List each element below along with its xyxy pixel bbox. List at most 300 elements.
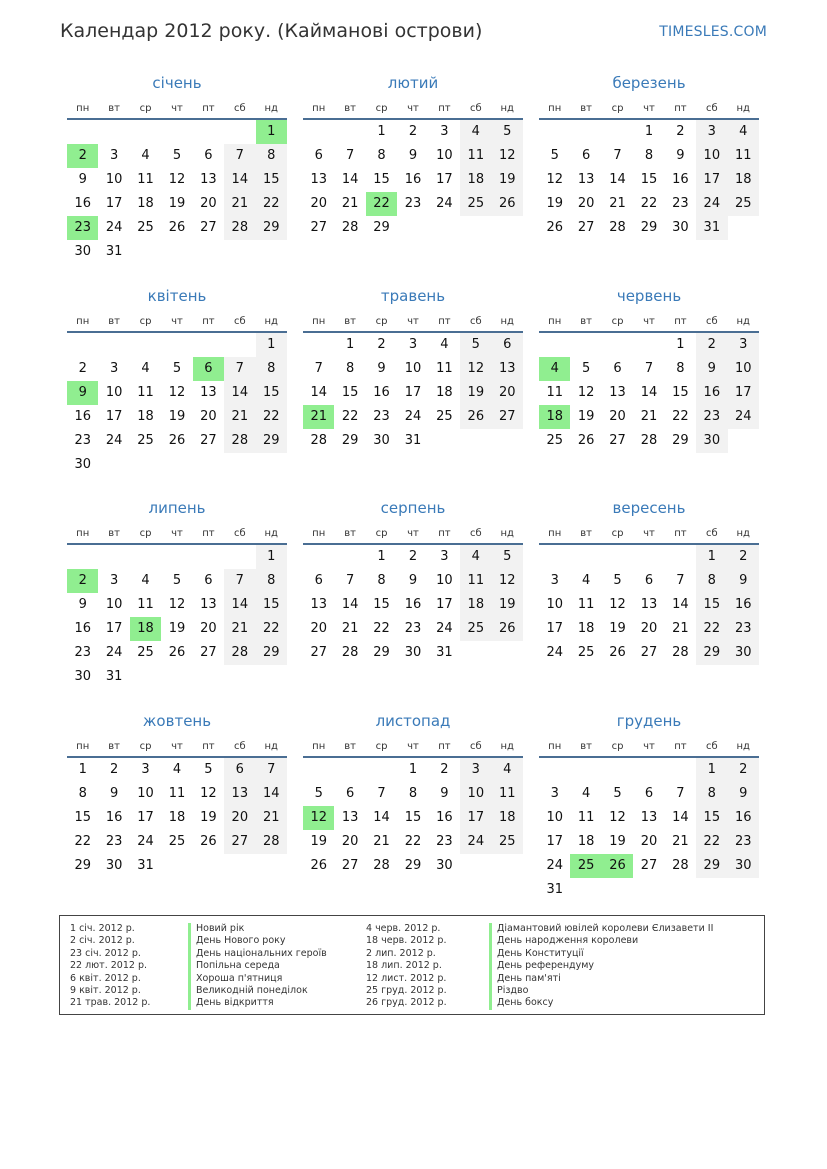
week-row xyxy=(303,617,523,641)
empty-cell xyxy=(193,120,224,144)
empty-cell xyxy=(224,333,255,357)
day-cell: 30 xyxy=(728,641,759,665)
day-cell: 1 xyxy=(377,124,386,139)
week-row xyxy=(303,333,523,357)
week-row xyxy=(303,758,523,782)
day-cell: 18 xyxy=(460,168,491,192)
empty-cell xyxy=(492,854,523,878)
day-cell: 31 xyxy=(546,882,563,897)
day-cell: 22 xyxy=(341,409,359,424)
week-row xyxy=(67,381,287,405)
day-cell: 1 xyxy=(256,120,287,144)
weekday-label: пн xyxy=(548,316,562,327)
day-cell: 2 xyxy=(676,124,685,139)
day-cell: 31 xyxy=(105,244,123,259)
day-cell: 9 xyxy=(67,381,98,405)
day-cell: 28 xyxy=(341,645,359,660)
day-cell: 4 xyxy=(440,337,449,352)
day-cell: 19 xyxy=(168,196,186,211)
weekday-label: ср xyxy=(611,316,624,327)
empty-cell xyxy=(366,758,397,782)
day-cell: 12 xyxy=(168,172,186,187)
empty-cell xyxy=(256,854,287,878)
day-cell: 23 xyxy=(105,834,123,849)
weekday-header xyxy=(67,100,287,120)
empty-cell xyxy=(397,216,428,240)
weekday-header xyxy=(539,100,759,120)
day-cell: 27 xyxy=(577,220,595,235)
day-cell: 8 xyxy=(256,569,287,593)
day-cell: 4 xyxy=(492,758,523,782)
day-cell: 18 xyxy=(539,405,570,429)
day-cell: 29 xyxy=(640,220,658,235)
empty-cell xyxy=(696,878,727,902)
day-cell: 27 xyxy=(200,433,217,448)
week-row xyxy=(539,405,759,429)
weekday-label: пн xyxy=(548,528,562,539)
day-cell: 28 xyxy=(256,830,287,854)
weekday-label: вт xyxy=(108,103,120,114)
empty-cell xyxy=(161,665,192,689)
day-cell: 17 xyxy=(546,621,563,636)
weekday-label: чт xyxy=(171,316,183,327)
legend-date: 18 лип. 2012 р. xyxy=(366,960,442,972)
day-cell: 29 xyxy=(404,858,422,873)
empty-cell xyxy=(570,878,601,902)
day-cell: 7 xyxy=(314,361,323,376)
empty-cell xyxy=(570,758,601,782)
day-cell: 2 xyxy=(440,762,449,777)
legend-names-1 xyxy=(188,923,327,1010)
weekday-label: чт xyxy=(407,741,419,752)
empty-cell xyxy=(161,854,192,878)
week-row xyxy=(303,806,523,830)
week-row xyxy=(303,593,523,617)
week-row xyxy=(303,216,523,240)
day-cell: 2 xyxy=(67,144,98,168)
day-cell: 23 xyxy=(696,405,727,429)
day-cell: 15 xyxy=(696,593,727,617)
day-cell: 25 xyxy=(436,409,453,424)
day-cell: 8 xyxy=(78,786,87,801)
empty-cell xyxy=(303,758,334,782)
month-name: травень xyxy=(380,287,446,305)
day-cell: 18 xyxy=(728,168,759,192)
day-cell: 5 xyxy=(613,786,622,801)
weekday-label: вт xyxy=(344,103,356,114)
weekday-label: сб xyxy=(233,103,246,114)
weekday-label: ср xyxy=(611,741,624,752)
weekday-header xyxy=(303,313,523,333)
day-cell: 30 xyxy=(105,858,123,873)
day-cell: 17 xyxy=(546,834,563,849)
day-cell: 9 xyxy=(377,361,386,376)
day-cell: 11 xyxy=(168,786,186,801)
weekday-label: вт xyxy=(344,316,356,327)
weekday-label: пн xyxy=(548,741,562,752)
day-cell: 23 xyxy=(436,834,453,849)
week-row xyxy=(303,381,523,405)
day-cell: 6 xyxy=(224,758,255,782)
weekday-label: пн xyxy=(312,528,326,539)
empty-cell xyxy=(256,665,287,689)
day-cell: 18 xyxy=(168,810,186,825)
day-cell: 2 xyxy=(408,124,418,139)
day-cell: 26 xyxy=(310,858,327,873)
legend-date: 26 груд. 2012 р. xyxy=(366,997,447,1009)
day-cell: 7 xyxy=(224,569,255,593)
day-cell: 11 xyxy=(577,597,595,612)
weekday-label: чт xyxy=(171,103,183,114)
day-cell: 6 xyxy=(314,573,323,588)
day-cell: 22 xyxy=(256,617,287,641)
day-cell: 26 xyxy=(168,645,186,660)
weekday-label: нд xyxy=(264,103,278,114)
week-row xyxy=(67,120,287,144)
day-cell: 15 xyxy=(640,172,658,187)
empty-cell xyxy=(728,878,759,902)
day-cell: 4 xyxy=(460,120,491,144)
day-cell: 2 xyxy=(408,549,418,564)
day-cell: 19 xyxy=(200,810,217,825)
legend-date: 4 черв. 2012 р. xyxy=(366,923,441,934)
week-row xyxy=(67,617,287,641)
month-name: листопад xyxy=(375,712,451,730)
day-cell: 13 xyxy=(200,385,217,400)
weekday-label: чт xyxy=(643,741,655,752)
day-cell: 1 xyxy=(78,762,87,777)
month-name: вересень xyxy=(612,499,686,517)
week-row xyxy=(67,854,287,878)
legend-date: 22 лют. 2012 р. xyxy=(70,960,147,972)
empty-cell xyxy=(665,545,696,569)
weekday-label: вт xyxy=(108,741,120,752)
weekday-label: чт xyxy=(407,316,419,327)
day-cell: 5 xyxy=(172,361,182,376)
empty-cell xyxy=(224,120,255,144)
day-cell: 18 xyxy=(577,834,595,849)
day-cell: 18 xyxy=(137,196,154,211)
empty-cell xyxy=(98,333,129,357)
weekday-header xyxy=(303,525,523,545)
day-cell: 26 xyxy=(577,433,595,448)
day-cell: 4 xyxy=(581,573,591,588)
day-cell: 17 xyxy=(696,168,727,192)
weekday-label: сб xyxy=(705,316,718,327)
day-cell: 13 xyxy=(640,810,658,825)
legend-date: 18 черв. 2012 р. xyxy=(366,935,447,947)
day-cell: 1 xyxy=(256,333,287,357)
day-cell: 24 xyxy=(546,858,563,873)
weekday-label: сб xyxy=(705,103,718,114)
weekday-label: ср xyxy=(139,528,152,539)
weekday-label: пт xyxy=(438,103,451,114)
week-row xyxy=(539,782,759,806)
week-row xyxy=(539,878,759,902)
empty-cell xyxy=(539,545,570,569)
legend-holiday-name: День боксу xyxy=(489,997,713,1009)
day-cell: 29 xyxy=(672,433,689,448)
day-cell: 28 xyxy=(341,220,359,235)
weekday-label: пн xyxy=(548,103,562,114)
empty-cell xyxy=(130,333,161,357)
weekday-label: нд xyxy=(736,103,750,114)
day-cell: 10 xyxy=(105,385,123,400)
empty-cell xyxy=(161,240,192,264)
day-cell: 2 xyxy=(109,762,119,777)
day-cell: 9 xyxy=(78,172,87,187)
day-cell: 6 xyxy=(644,573,654,588)
day-cell: 28 xyxy=(224,216,255,240)
week-row xyxy=(539,168,759,192)
weekday-label: ср xyxy=(139,741,152,752)
empty-cell xyxy=(161,120,192,144)
week-row xyxy=(67,641,287,665)
day-cell: 21 xyxy=(373,834,390,849)
weekday-label: пн xyxy=(312,316,326,327)
day-cell: 24 xyxy=(105,433,123,448)
empty-cell xyxy=(224,545,255,569)
day-cell: 31 xyxy=(436,645,453,660)
month-2 xyxy=(303,73,523,240)
day-cell: 11 xyxy=(460,144,491,168)
day-cell: 21 xyxy=(672,834,689,849)
day-cell: 17 xyxy=(105,409,123,424)
day-cell: 8 xyxy=(696,569,727,593)
day-cell: 28 xyxy=(224,641,255,665)
day-cell: 4 xyxy=(460,545,491,569)
week-row xyxy=(303,120,523,144)
empty-cell xyxy=(224,240,255,264)
month-name: квітень xyxy=(147,287,207,305)
day-cell: 27 xyxy=(609,433,626,448)
weekday-label: вт xyxy=(580,528,592,539)
week-row xyxy=(303,405,523,429)
legend-holiday-name: День Конституції xyxy=(489,948,713,960)
week-row xyxy=(539,854,759,878)
empty-cell xyxy=(193,545,224,569)
day-cell: 3 xyxy=(440,549,449,564)
day-cell: 25 xyxy=(570,854,601,878)
day-cell: 21 xyxy=(224,617,255,641)
day-cell: 6 xyxy=(204,573,213,588)
weekday-label: вт xyxy=(580,103,592,114)
weekday-label: ср xyxy=(139,103,152,114)
empty-cell xyxy=(570,120,601,144)
day-cell: 10 xyxy=(436,148,453,163)
day-cell: 3 xyxy=(109,573,119,588)
day-cell: 24 xyxy=(546,645,563,660)
day-cell: 7 xyxy=(676,786,685,801)
day-cell: 1 xyxy=(408,762,418,777)
day-cell: 3 xyxy=(550,573,559,588)
day-cell: 16 xyxy=(728,593,759,617)
weekday-label: чт xyxy=(407,528,419,539)
day-cell: 12 xyxy=(168,385,186,400)
day-cell: 31 xyxy=(696,216,727,240)
day-cell: 29 xyxy=(256,216,287,240)
day-cell: 27 xyxy=(640,645,658,660)
day-cell: 11 xyxy=(137,597,154,612)
day-cell: 1 xyxy=(676,337,685,352)
day-cell: 11 xyxy=(436,361,453,376)
day-cell: 15 xyxy=(373,597,390,612)
week-row xyxy=(539,758,759,782)
day-cell: 18 xyxy=(492,806,523,830)
day-cell: 20 xyxy=(200,196,217,211)
day-cell: 28 xyxy=(373,858,390,873)
day-cell: 23 xyxy=(74,645,91,660)
day-cell: 23 xyxy=(67,216,98,240)
weekday-label: пт xyxy=(202,316,215,327)
empty-cell xyxy=(256,453,287,477)
weekday-label: нд xyxy=(264,741,278,752)
day-cell: 29 xyxy=(256,641,287,665)
day-cell: 22 xyxy=(256,192,287,216)
day-cell: 24 xyxy=(460,830,491,854)
day-cell: 14 xyxy=(224,381,255,405)
day-cell: 17 xyxy=(105,196,123,211)
weekday-label: нд xyxy=(500,103,514,114)
weekday-label: пн xyxy=(312,741,326,752)
day-cell: 25 xyxy=(492,830,523,854)
weekday-header xyxy=(67,738,287,758)
day-cell: 1 xyxy=(256,545,287,569)
empty-cell xyxy=(193,333,224,357)
week-row xyxy=(303,192,523,216)
week-row xyxy=(67,665,287,689)
week-row xyxy=(539,641,759,665)
empty-cell xyxy=(429,429,460,453)
day-cell: 15 xyxy=(672,385,689,400)
empty-cell xyxy=(429,216,460,240)
week-row xyxy=(67,830,287,854)
empty-cell xyxy=(460,429,491,453)
week-row xyxy=(67,806,287,830)
day-cell: 24 xyxy=(728,405,759,429)
legend-holiday-name: Різдво xyxy=(489,985,713,997)
day-cell: 16 xyxy=(436,810,453,825)
day-cell: 16 xyxy=(74,196,91,211)
day-cell: 8 xyxy=(377,573,386,588)
day-cell: 2 xyxy=(728,545,759,569)
day-cell: 3 xyxy=(408,337,418,352)
day-cell: 4 xyxy=(141,148,150,163)
day-cell: 18 xyxy=(577,621,595,636)
day-cell: 22 xyxy=(640,196,658,211)
day-cell: 2 xyxy=(377,337,386,352)
weekday-label: пт xyxy=(674,316,687,327)
day-cell: 10 xyxy=(105,172,123,187)
week-row xyxy=(303,641,523,665)
week-row xyxy=(539,429,759,453)
site-logo-text[interactable]: TIMESLES.COM xyxy=(659,24,767,40)
weekday-label: вт xyxy=(344,528,356,539)
empty-cell xyxy=(161,333,192,357)
empty-cell xyxy=(193,854,224,878)
week-row xyxy=(67,429,287,453)
week-row xyxy=(67,357,287,381)
day-cell: 20 xyxy=(341,834,359,849)
day-cell: 18 xyxy=(460,593,491,617)
month-name: жовтень xyxy=(142,712,212,730)
legend-holiday-name: Діамантовий ювілей королеви Єлизавети II xyxy=(489,923,713,935)
day-cell: 3 xyxy=(728,333,759,357)
day-cell: 9 xyxy=(728,569,759,593)
day-cell: 12 xyxy=(609,597,626,612)
day-cell: 15 xyxy=(404,810,422,825)
day-cell: 3 xyxy=(440,124,449,139)
day-cell: 5 xyxy=(550,148,559,163)
legend-holiday-name: День референдуму xyxy=(489,960,713,972)
day-cell: 9 xyxy=(78,597,87,612)
day-cell: 23 xyxy=(728,617,759,641)
day-cell: 5 xyxy=(460,333,491,357)
day-cell: 20 xyxy=(224,806,255,830)
day-cell: 29 xyxy=(373,220,390,235)
day-cell: 23 xyxy=(373,409,390,424)
day-cell: 31 xyxy=(404,433,422,448)
month-name: червень xyxy=(616,287,682,305)
day-cell: 26 xyxy=(168,220,186,235)
empty-cell xyxy=(539,758,570,782)
legend-holiday-name: День народження королеви xyxy=(489,935,713,947)
day-cell: 10 xyxy=(696,144,727,168)
day-cell: 12 xyxy=(492,569,523,593)
day-cell: 25 xyxy=(137,220,154,235)
day-cell: 20 xyxy=(609,409,626,424)
weekday-label: пт xyxy=(202,528,215,539)
day-cell: 21 xyxy=(224,192,255,216)
day-cell: 29 xyxy=(74,858,91,873)
day-cell: 14 xyxy=(341,172,359,187)
day-cell: 5 xyxy=(492,545,523,569)
day-cell: 6 xyxy=(492,333,523,357)
week-row xyxy=(67,569,287,593)
empty-cell xyxy=(193,453,224,477)
day-cell: 30 xyxy=(74,457,91,472)
empty-cell xyxy=(303,120,334,144)
weekday-label: пт xyxy=(438,741,451,752)
day-cell: 29 xyxy=(373,645,390,660)
day-cell: 27 xyxy=(200,645,217,660)
day-cell: 1 xyxy=(377,549,386,564)
day-cell: 9 xyxy=(109,786,119,801)
weekday-label: чт xyxy=(643,316,655,327)
empty-cell xyxy=(224,665,255,689)
day-cell: 23 xyxy=(74,433,91,448)
day-cell: 28 xyxy=(672,645,689,660)
day-cell: 19 xyxy=(546,196,563,211)
day-cell: 6 xyxy=(644,786,654,801)
legend-holiday-name: Попільна середа xyxy=(188,960,327,972)
day-cell: 13 xyxy=(492,357,523,381)
weekday-label: вт xyxy=(344,741,356,752)
legend-holiday-name: День національних героїв xyxy=(188,948,327,960)
day-cell: 22 xyxy=(672,409,689,424)
day-cell: 10 xyxy=(728,357,759,381)
day-cell: 14 xyxy=(672,597,689,612)
day-cell: 8 xyxy=(345,361,355,376)
weekday-label: пт xyxy=(438,528,451,539)
week-row xyxy=(539,617,759,641)
day-cell: 29 xyxy=(696,854,727,878)
day-cell: 21 xyxy=(224,405,255,429)
day-cell: 3 xyxy=(460,758,491,782)
day-cell: 8 xyxy=(676,361,685,376)
day-cell: 3 xyxy=(696,120,727,144)
day-cell: 8 xyxy=(696,782,727,806)
